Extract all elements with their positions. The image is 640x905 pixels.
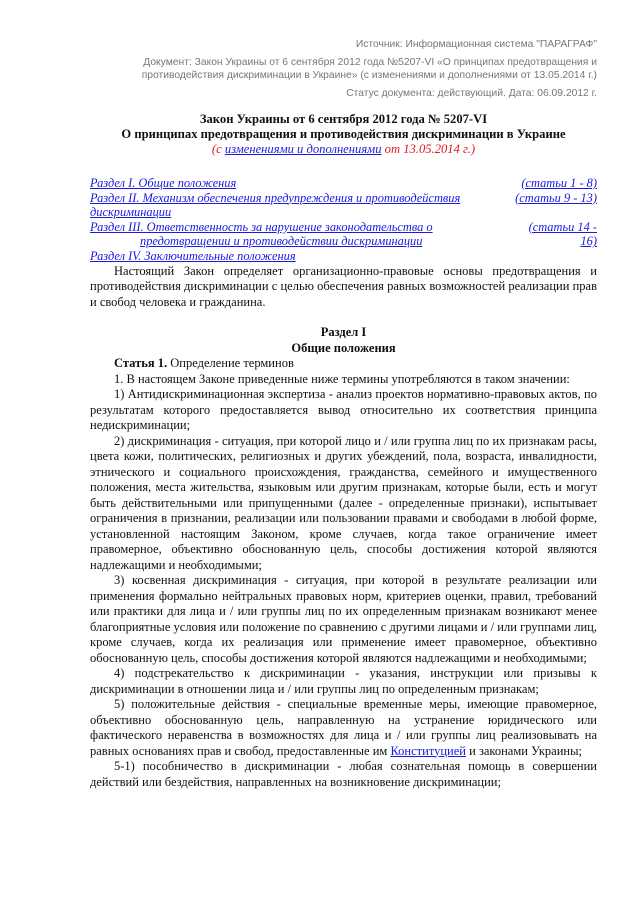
toc-item	[90, 176, 597, 191]
toc-item	[90, 191, 597, 220]
status-line: Статус документа: действующий. Дата: 06.09.2012 г.	[346, 87, 597, 99]
p5-text-end: и законами Украины;	[466, 743, 582, 758]
title-line-1: Закон Украины от 6 сентября 2012 года № 5207-VI	[199, 112, 488, 126]
section-heading	[90, 324, 597, 356]
toc-section-1-range[interactable]: (статьи 1 - 8)	[521, 176, 597, 190]
amend-prefix: (с	[211, 142, 225, 156]
document-page	[90, 38, 597, 790]
toc-item	[90, 220, 597, 249]
toc-section-2-range[interactable]: (статьи 9 - 13)	[515, 190, 597, 205]
amend-suffix: от 13.05.2014 г.)	[381, 142, 476, 156]
toc-section-3-range-cont[interactable]: 16)	[580, 234, 597, 249]
article-paragraph: 3) косвенная дискриминация - ситуация, при которой в результате реализации или применения формально нейтральных правовых норм, критериев оценки, правил, требований или практики для лица и / или группы лиц по их определенным признакам возникают менее благоприятные условия или положение по сравнению с другими лицами и / или группами лиц, кроме случаев, когда их реализация или применение имеет правомерное, объективно обоснованную цель, способы достижения которой являются надлежащими и необходимыми;	[90, 573, 597, 665]
toc-section-2-link[interactable]: Раздел II. Механизм обеспечения предупреждения и противодействия дискриминации	[90, 190, 461, 220]
constitution-link[interactable]: Конституцией	[390, 743, 466, 758]
amendments-note	[90, 142, 597, 157]
toc-section-1-link[interactable]: Раздел I. Общие положения	[90, 176, 237, 190]
title-line-2: О принципах предотвращения и противодействия дискриминации в Украине	[121, 127, 566, 141]
amendments-link[interactable]: изменениями и дополнениями	[224, 142, 382, 156]
article-paragraph: 1) Антидискриминационная экспертиза - анализ проектов нормативно-правовых актов, по результатам которого предоставляется вывод относительно их соответствия принципа недискриминации;	[90, 387, 597, 433]
article-paragraph	[90, 697, 597, 759]
source-line: Источник: Информационная система "ПАРАГРАФ"	[355, 39, 597, 50]
toc-section-3-link-cont[interactable]: предотвращении и противодействии дискриминации	[140, 234, 423, 249]
p5-text: 5) положительные действия - специальные временные меры, имеющие правомерное, объективно обоснованную цель, направленную на устранение юридического или фактического неравенства в возможностях для лица и / или группы лиц реализовывать на равных основаниях прав и свобод, предоставленные им	[90, 697, 597, 758]
table-of-contents	[90, 176, 597, 264]
article-label: Статья 1.	[114, 356, 168, 371]
article-paragraph: 1. В настоящем Законе приведенные ниже термины употребляются в таком значении:	[114, 371, 570, 386]
law-title	[90, 112, 597, 142]
document-meta	[90, 38, 597, 100]
document-line: Документ: Закон Украины от 6 сентября 2012 года №5207-VI «О принципах предотвращения и противодействия дискриминации в Украине» (с изменениями и дополнениями от 13.05.2014 г.)	[141, 56, 597, 81]
preamble: Настоящий Закон определяет организационно-правовые основы предотвращения и противодействия дискриминации с целью обеспечения равных возможностей реализации прав и свобод человека и гражданина.	[90, 263, 597, 309]
document-body	[90, 264, 597, 791]
section-number: Раздел I	[320, 325, 367, 340]
article-paragraph: 2) дискриминация - ситуация, при которой лицо и / или группа лиц по их признакам расы, цвета кожи, политических, религиозных и других убеждений, пола, возраста, инвалидности, этнического и социального происхождения, гражданства, семейного и имущественного положения, места жительства, языковым или другим признакам, которые были, есть и могут быть действительными или припущенными (далее - определенные признаки), испытывает ограничения в признании, реализации или пользовании правами и свободами в любой форме, установленной настоящим Законом, кроме случаев, когда такое ограничение имеет правомерное, объективно обоснованную цель, способы достижения которой являются надлежащими и необходимыми;	[90, 433, 597, 572]
section-name: Общие положения	[291, 341, 396, 356]
toc-section-3-link[interactable]: Раздел III. Ответственность за нарушение законодательства о	[90, 219, 433, 234]
article-heading	[90, 356, 597, 372]
toc-section-4-link[interactable]: Раздел IV. Заключительные положения	[90, 248, 296, 263]
article-paragraph: 4) подстрекательство к дискриминации - указания, инструкции или призывы к дискриминации в отношении лица и / или группы лиц по определенным признакам;	[90, 666, 597, 696]
toc-section-3-range[interactable]: (статьи 14 -	[528, 219, 597, 234]
article-title: Определение терминов	[167, 356, 294, 371]
toc-item	[90, 249, 597, 264]
article-paragraph: 5-1) пособничество в дискриминации - любая сознательная помощь в совершении действий или бездействия, направленных на возникновение дискриминации;	[90, 759, 597, 789]
